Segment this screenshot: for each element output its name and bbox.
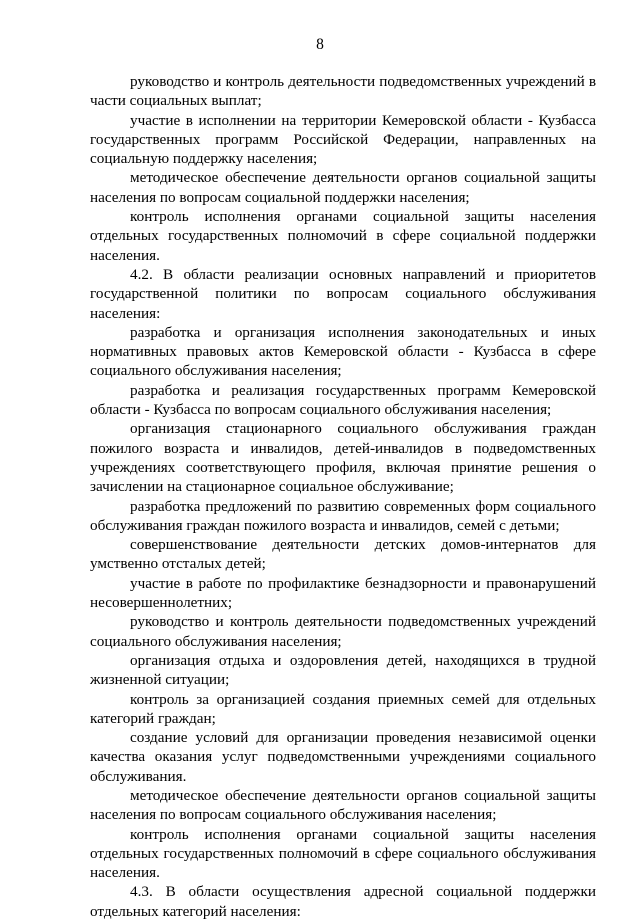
paragraph: контроль за организацией создания приемных семей для отдельных категорий граждан;: [90, 690, 596, 727]
paragraph: разработка предложений по развитию современных форм социального обслуживания граждан пожилого возраста и инвалидов, семей с детьми;: [90, 497, 596, 534]
section-heading-4-2: 4.2. В области реализации основных направлений и приоритетов государственной политики по вопросам социального обслуживания населения:: [90, 265, 596, 322]
paragraph: руководство и контроль деятельности подведомственных учреждений в части социальных выплат;: [90, 73, 596, 110]
paragraph: методическое обеспечение деятельности органов социальной защиты населения по вопросам социального обслуживания населения;: [90, 786, 596, 824]
paragraph: организация отдыха и оздоровления детей, находящихся в трудной жизненной ситуации;: [90, 651, 596, 689]
paragraph: участие в исполнении на территории Кемеровской области - Кузбасса государственных программ Российской Федерации, направленных на социальную поддержку населения;: [90, 111, 596, 168]
paragraph: контроль исполнения органами социальной защиты населения отдельных государственных полномочий в сфере социальной поддержки населения.: [90, 208, 596, 264]
document-body: [90, 72, 596, 921]
paragraph: создание условий для организации проведения независимой оценки качества оказания услуг подведомственными учреждениями социального обслуживания.: [90, 729, 596, 785]
section-heading-4-3: 4.3. В области осуществления адресной социальной поддержки отдельных категорий населения:: [90, 883, 596, 920]
paragraph: совершенствование деятельности детских домов-интернатов для умственно отсталых детей;: [90, 536, 596, 573]
paragraph: разработка и реализация государственных программ Кемеровской области - Кузбасса по вопросам социального обслуживания населения;: [90, 381, 596, 419]
paragraph: участие в работе по профилактике безнадзорности и правонарушений несовершеннолетних;: [90, 574, 596, 612]
paragraph: методическое обеспечение деятельности органов социальной защиты населения по вопросам социальной поддержки населения;: [90, 169, 596, 206]
paragraph: руководство и контроль деятельности подведомственных учреждений социального обслуживания населения;: [90, 613, 596, 650]
paragraph: организация стационарного социального обслуживания граждан пожилого возраста и инвалидов, детей-инвалидов в подведомственных учреждениях соответствующего профиля, включая принятие решения о зачислении на стационарное социальное обслуживание;: [90, 420, 596, 496]
paragraph: контроль исполнения органами социальной защиты населения отдельных государственных полномочий в сфере социального обслуживания населения.: [90, 825, 596, 882]
paragraph: разработка и организация исполнения законодательных и иных нормативных правовых актов Кемеровской области - Кузбасса в сфере социального обслуживания населения;: [90, 323, 596, 380]
page-number: 8: [316, 36, 324, 53]
